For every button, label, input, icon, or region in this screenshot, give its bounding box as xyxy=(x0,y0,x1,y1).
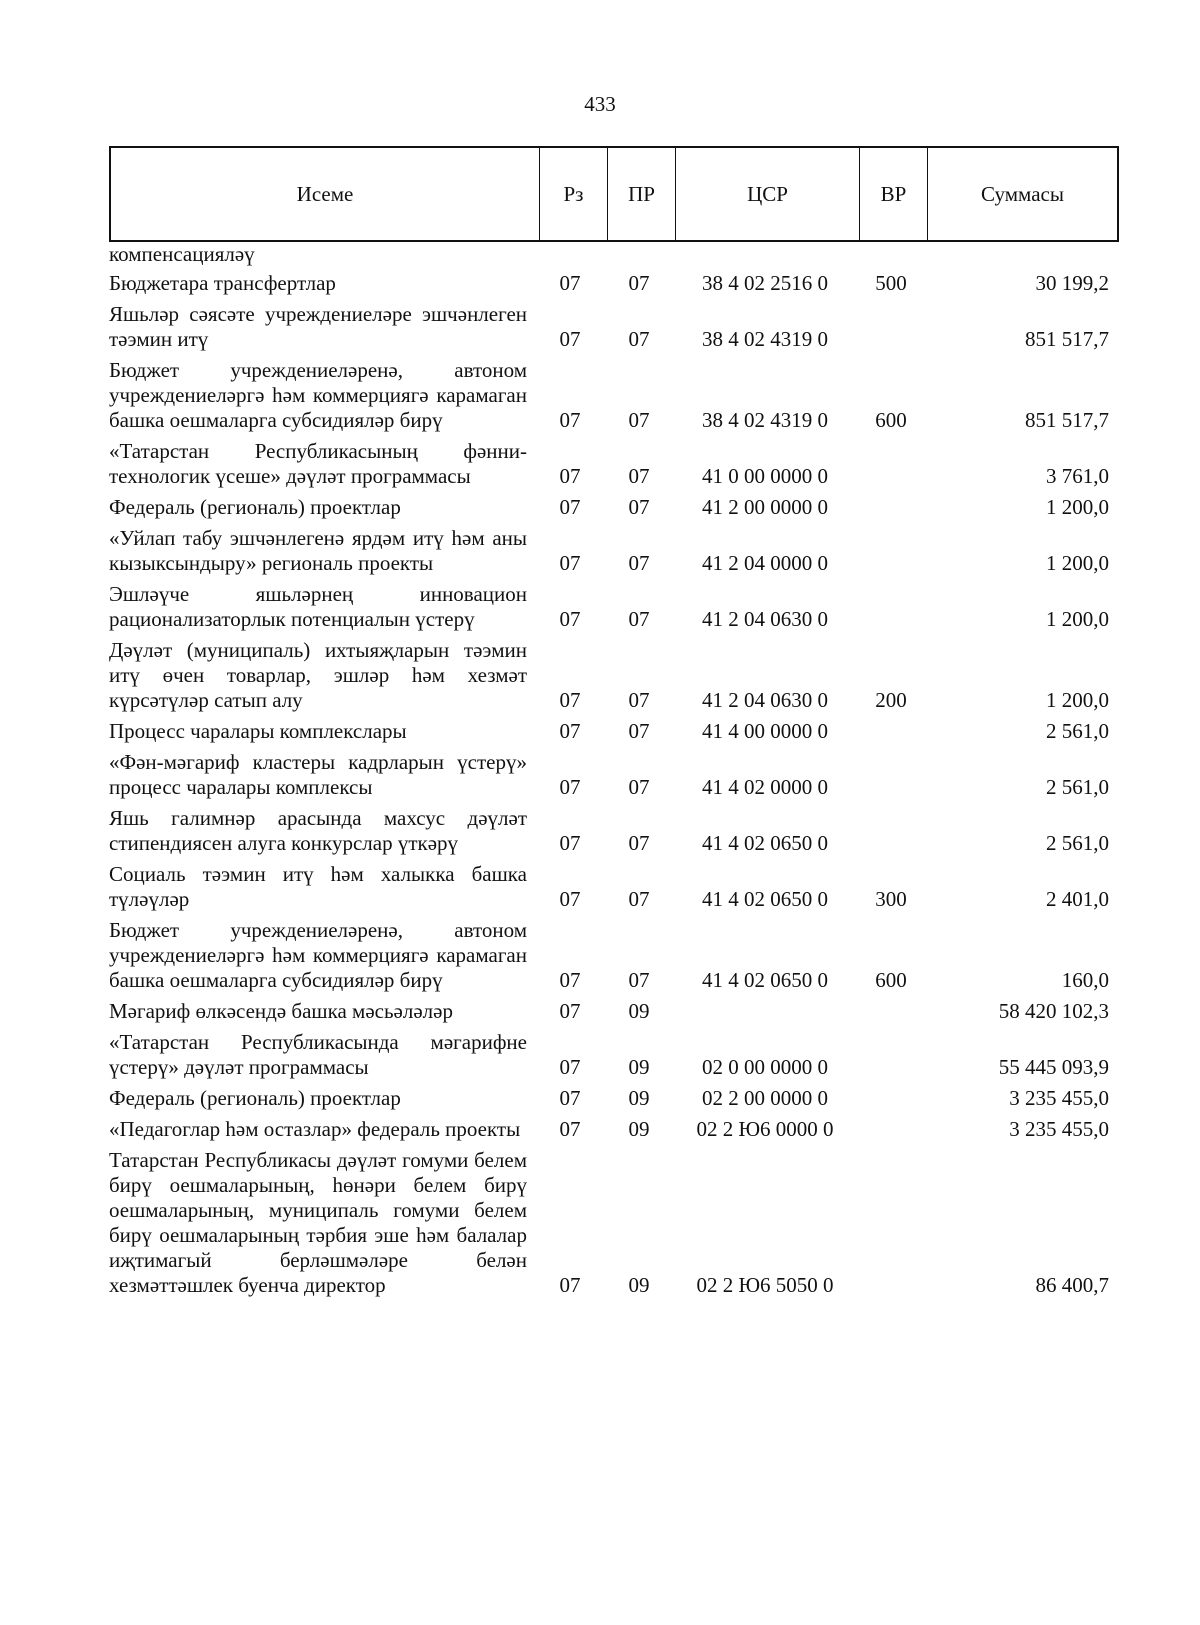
cell-name: «Татарстан Республикасының фәнни-технологик үсеше» дәүләт программасы xyxy=(109,439,527,488)
cell-vr: 500 xyxy=(875,271,907,295)
cell-name: Татарстан Республикасы дәүләт гомуми белем бирү оешмаларының, һөнәри белем бирү оешмаларының, муниципаль гомуми белем бирү оешмаларының тәрбия эше һәм балалар иҗтимагый берләшмәләре белән хезмәттәшлек буенча директор xyxy=(109,1148,527,1297)
cell-name: Мәгариф өлкәсендә башка мәсьәләләр xyxy=(109,999,453,1023)
table-row xyxy=(109,582,1119,632)
cell-csr: 41 0 00 0000 0 xyxy=(702,464,828,488)
cell-sum: 3 235 455,0 xyxy=(1009,1117,1109,1141)
cell-name: «Педагоглар һәм остазлар» федераль проекты xyxy=(109,1117,521,1141)
table-row xyxy=(109,495,1119,520)
cell-csr: 41 4 02 0650 0 xyxy=(702,968,828,992)
cell-rz: 07 xyxy=(559,887,581,911)
cell-rz: 07 xyxy=(559,607,581,631)
header-name: Исеме xyxy=(296,181,354,206)
cell-csr: 02 2 Ю6 0000 0 xyxy=(696,1117,834,1141)
cell-vr: 200 xyxy=(875,688,907,712)
cell-rz: 07 xyxy=(559,551,581,575)
cell-pr: 07 xyxy=(628,887,650,911)
cell-rz: 07 xyxy=(559,408,581,432)
cell-pr: 07 xyxy=(628,464,650,488)
table-row xyxy=(109,1148,1119,1298)
cell-csr: 41 2 00 0000 0 xyxy=(702,495,828,519)
cell-pr: 09 xyxy=(628,1055,650,1079)
table-row xyxy=(109,750,1119,800)
table-row xyxy=(109,1030,1119,1080)
cell-name: Процесс чаралары комплекслары xyxy=(109,719,407,743)
cell-sum: 1 200,0 xyxy=(1046,551,1109,575)
page-number: 433 xyxy=(584,92,616,116)
cell-sum: 2 401,0 xyxy=(1046,887,1109,911)
cell-pr: 09 xyxy=(628,999,650,1023)
table-row xyxy=(109,719,1119,744)
table-row xyxy=(109,806,1119,856)
cell-pr: 07 xyxy=(628,831,650,855)
cell-rz: 07 xyxy=(559,968,581,992)
table-row xyxy=(109,358,1119,433)
cell-name: компенсацияләү xyxy=(109,242,255,266)
cell-csr: 02 0 00 0000 0 xyxy=(702,1055,828,1079)
cell-name: Бюджетара трансфертлар xyxy=(109,271,336,295)
cell-sum: 58 420 102,3 xyxy=(998,999,1109,1023)
cell-pr: 07 xyxy=(628,551,650,575)
cell-csr: 41 2 04 0630 0 xyxy=(702,688,828,712)
cell-csr: 38 4 02 2516 0 xyxy=(702,271,828,295)
table-row xyxy=(109,1117,1119,1142)
table-row xyxy=(109,918,1119,993)
cell-rz: 07 xyxy=(559,999,581,1023)
cell-pr: 07 xyxy=(628,968,650,992)
cell-csr: 38 4 02 4319 0 xyxy=(702,408,828,432)
table-row xyxy=(109,439,1119,489)
cell-rz: 07 xyxy=(559,495,581,519)
cell-pr: 07 xyxy=(628,271,650,295)
cell-vr: 600 xyxy=(875,968,907,992)
cell-name: «Фән-мәгариф кластеры кадрларын үстерү» процесс чаралары комплексы xyxy=(109,750,527,799)
cell-name: «Уйлап табу эшчәнлегенә ярдәм итү һәм аны кызыксындыру» региональ проекты xyxy=(109,526,527,575)
cell-rz: 07 xyxy=(559,1273,581,1297)
cell-pr: 07 xyxy=(628,327,650,351)
cell-sum: 1 200,0 xyxy=(1046,607,1109,631)
cell-name: Яшь галимнәр арасында махсус дәүләт стипендиясен алуга конкурслар үткәрү xyxy=(109,806,527,855)
cell-vr: 600 xyxy=(875,408,907,432)
cell-pr: 07 xyxy=(628,719,650,743)
header-rz: Рз xyxy=(539,148,607,240)
cell-rz: 07 xyxy=(559,831,581,855)
cell-sum: 2 561,0 xyxy=(1046,775,1109,799)
cell-sum: 55 445 093,9 xyxy=(998,1055,1109,1079)
table-row xyxy=(109,1086,1119,1111)
cell-csr: 41 4 02 0650 0 xyxy=(702,887,828,911)
cell-rz: 07 xyxy=(559,1117,581,1141)
cell-name: Бюджет учреждениеләренә, автоном учреждениеләргә һәм коммерциягә карамаган башка оешмаларга субсидияләр бирү xyxy=(109,918,527,992)
cell-rz: 07 xyxy=(559,719,581,743)
table-row xyxy=(109,271,1119,296)
cell-rz: 07 xyxy=(559,775,581,799)
cell-name: Социаль тәэмин итү һәм халыкка башка түләүләр xyxy=(109,862,527,911)
header-pr: ПР xyxy=(607,148,675,240)
cell-name: Эшләүче яшьләрнең инновацион рационализаторлык потенциалын үстерү xyxy=(109,582,527,631)
header-sum: Суммасы xyxy=(927,148,1117,240)
cell-name: Яшьләр сәясәте учреждениеләре эшчәнлеген тәэмин итү xyxy=(109,302,527,351)
cell-sum: 86 400,7 xyxy=(1035,1273,1109,1297)
cell-name: Федераль (региональ) проектлар xyxy=(109,495,401,519)
cell-sum: 1 200,0 xyxy=(1046,495,1109,519)
cell-csr: 41 4 00 0000 0 xyxy=(702,719,828,743)
cell-rz: 07 xyxy=(559,688,581,712)
cell-name: Федераль (региональ) проектлар xyxy=(109,1086,401,1110)
cell-csr: 41 2 04 0630 0 xyxy=(702,607,828,631)
cell-sum: 1 200,0 xyxy=(1046,688,1109,712)
cell-sum: 2 561,0 xyxy=(1046,719,1109,743)
table-row xyxy=(109,242,1119,267)
cell-pr: 07 xyxy=(628,408,650,432)
table-body xyxy=(109,242,1119,1304)
cell-sum: 3 761,0 xyxy=(1046,464,1109,488)
table-row xyxy=(109,862,1119,912)
cell-csr: 41 4 02 0650 0 xyxy=(702,831,828,855)
cell-pr: 07 xyxy=(628,688,650,712)
header-vr: ВР xyxy=(859,148,927,240)
cell-name: Дәүләт (муниципаль) ихтыяҗларын тәэмин итү өчен товарлар, эшләр һәм хезмәт күрсәтүләр сатып алу xyxy=(109,638,527,712)
cell-rz: 07 xyxy=(559,1086,581,1110)
cell-pr: 09 xyxy=(628,1117,650,1141)
cell-sum: 851 517,7 xyxy=(1025,327,1109,351)
cell-rz: 07 xyxy=(559,271,581,295)
cell-sum: 160,0 xyxy=(1061,968,1109,992)
cell-csr: 02 2 Ю6 5050 0 xyxy=(696,1273,834,1297)
header-csr: ЦСР xyxy=(675,148,859,240)
cell-csr: 02 2 00 0000 0 xyxy=(702,1086,828,1110)
cell-sum: 2 561,0 xyxy=(1046,831,1109,855)
cell-pr: 07 xyxy=(628,495,650,519)
cell-rz: 07 xyxy=(559,464,581,488)
cell-name: Бюджет учреждениеләренә, автоном учреждениеләргә һәм коммерциягә карамаган башка оешмаларга субсидияләр бирү xyxy=(109,358,527,432)
cell-name: «Татарстан Республикасында мәгарифне үстерү» дәүләт программасы xyxy=(109,1030,527,1079)
cell-vr: 300 xyxy=(875,887,907,911)
table-row xyxy=(109,526,1119,576)
cell-sum: 3 235 455,0 xyxy=(1009,1086,1109,1110)
cell-csr: 38 4 02 4319 0 xyxy=(702,327,828,351)
table-header xyxy=(109,146,1119,242)
cell-pr: 07 xyxy=(628,775,650,799)
cell-csr: 41 4 02 0000 0 xyxy=(702,775,828,799)
cell-pr: 09 xyxy=(628,1273,650,1297)
table-row xyxy=(109,638,1119,713)
cell-rz: 07 xyxy=(559,1055,581,1079)
cell-pr: 09 xyxy=(628,1086,650,1110)
cell-sum: 851 517,7 xyxy=(1025,408,1109,432)
table-row xyxy=(109,999,1119,1024)
table-row xyxy=(109,302,1119,352)
cell-csr: 41 2 04 0000 0 xyxy=(702,551,828,575)
cell-sum: 30 199,2 xyxy=(1035,271,1109,295)
cell-pr: 07 xyxy=(628,607,650,631)
cell-rz: 07 xyxy=(559,327,581,351)
